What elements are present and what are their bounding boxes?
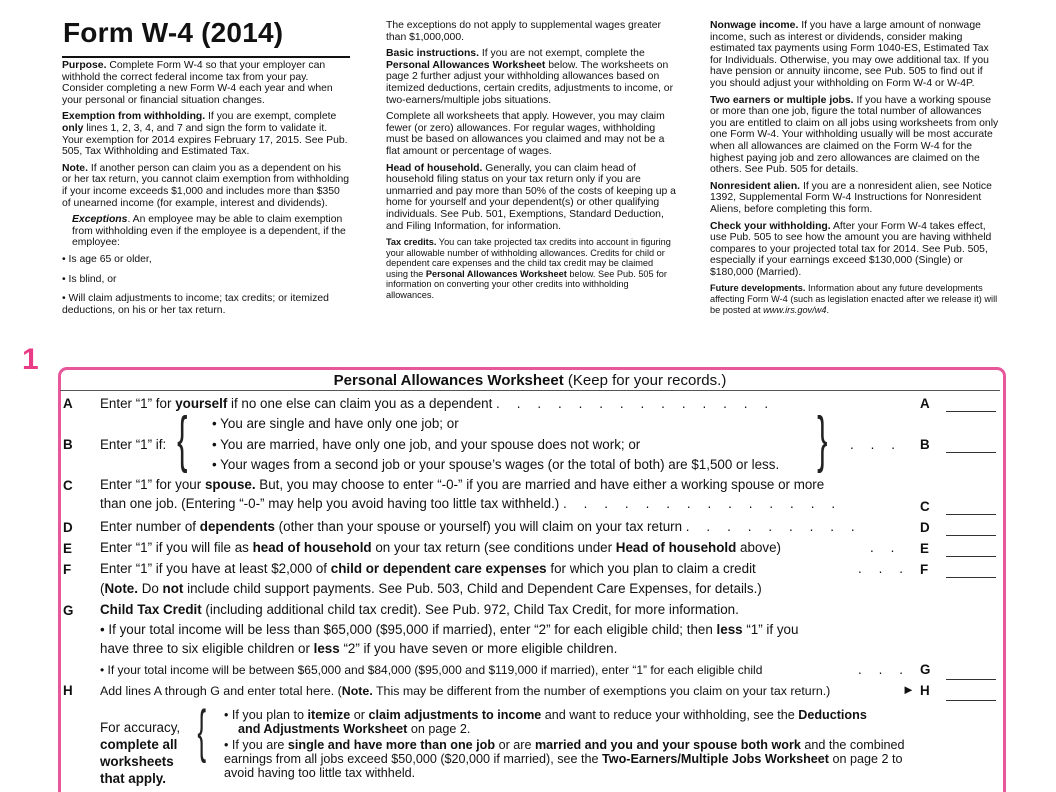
line-b-left-brace: {	[177, 405, 188, 474]
line-f-text: Enter “1” if you have at least $2,000 of child or dependent care expenses for which you plan to claim a credit	[100, 561, 756, 576]
exemption-paragraph: Exemption from withholding. If you are exempt, complete only lines 1, 2, 3, 4, and 7 and sign the form to validate it. Your exemption for 2014 expires February 17, 2015. See Pub. 505, Tax Withholding and Estimated Tax.	[62, 111, 348, 158]
instructions-column-1	[62, 60, 350, 321]
line-f-dots: . . .	[858, 561, 910, 576]
purpose-paragraph: Purpose. Complete Form W-4 so that your employer can withhold the correct federal income tax from your pay. Consider completing a new Form W-4 each year and when your personal or financial situation changes.	[62, 60, 333, 106]
line-g-text-2: • If your total income will be less than $65,000 ($95,000 if married), enter “2” for each eligible child; then less “1” if you	[100, 622, 799, 637]
line-h-text: Add lines A through G and enter total here. (Note. This may be different from the number of exemptions you claim on your tax return.)	[100, 684, 831, 698]
line-f-ref: F	[920, 562, 929, 577]
line-e-ref: E	[920, 541, 929, 556]
line-d-letter: D	[63, 520, 73, 535]
line-e-entry-field[interactable]	[946, 556, 996, 557]
future-developments-paragraph: Future developments. Information about any future developments affecting Form W-4 (such as legislation enacted after we release it) will be posted at www.irs.gov/w4.	[710, 283, 998, 315]
head-of-household-paragraph: Head of household. Generally, you can claim head of household filing status on your tax return only if you are unmarried and pay more than 50% of the costs of keeping up a home for yourself and your dependent(s) or other qualifying individuals. See Pub. 501, Exemptions, Standard Deduction, and Filing Information, for information.	[386, 162, 676, 232]
exception-bullet-adjustments: • Will claim adjustments to income; tax credits; or itemized deductions, on his or her tax return.	[62, 293, 329, 316]
line-f-letter: F	[63, 562, 72, 577]
form-title: Form W-4 (2014)	[63, 17, 284, 48]
line-g-entry-field[interactable]	[946, 679, 996, 680]
worksheets-paragraph: Complete all worksheets that apply. However, you may claim fewer (or zero) allowances. For regular wages, withholding must be based on allowances you claimed and may not be a flat amount or percentage of wages.	[386, 111, 665, 157]
line-g-dots: . . .	[858, 662, 910, 677]
line-b-ref: B	[920, 437, 930, 452]
instructions-column-2	[386, 20, 676, 306]
line-b-letter: B	[63, 437, 73, 452]
supplemental-wages-paragraph: The exceptions do not apply to supplemental wages greater than $1,000,000.	[386, 20, 661, 43]
line-h-letter: H	[63, 683, 73, 698]
note-paragraph: Note. If another person can claim you as a dependent on his or her tax return, you cannot claim exemption from withholding if your income exceeds $1,000 and includes more than $350 of unearned income (for example, interest and dividends).	[62, 162, 350, 209]
line-b-dots: . . .	[850, 437, 902, 452]
line-d-text: Enter number of dependents (other than your spouse or yourself) you will claim on your tax return . . . . . . . . .	[100, 519, 862, 534]
line-a-text: Enter “1” for yourself if no one else can claim you as a dependent . . . . . . . . . . . . . .	[100, 396, 775, 411]
line-c-letter: C	[63, 478, 73, 493]
accuracy-note: For accuracy, complete all worksheets that apply.	[100, 720, 181, 786]
exception-bullet-blind: • Is blind, or	[62, 273, 117, 285]
line-g-text: Child Tax Credit (including additional child tax credit). See Pub. 972, Child Tax Credit, for more information.	[100, 602, 739, 617]
line-c-text: Enter “1” for your spouse. But, you may choose to enter “-0-” if you are married and have either a working spouse or more	[100, 477, 825, 492]
line-f-note: (Note. Do not include child support payments. See Pub. 503, Child and Dependent Care Expenses, for details.)	[100, 581, 762, 596]
line-e-text: Enter “1” if you will file as head of household on your tax return (see conditions under Head of household above)	[100, 540, 781, 555]
line-c-ref: C	[920, 499, 930, 514]
line-g-letter: G	[63, 603, 74, 618]
line-e-letter: E	[63, 541, 72, 556]
worksheet-title: Personal Allowances Worksheet (Keep for your records.)	[333, 372, 727, 389]
line-d-ref: D	[920, 520, 930, 535]
exception-bullet-age: • Is age 65 or older,	[62, 253, 152, 265]
line-h-ref: H	[920, 683, 930, 698]
line-g-text-3: have three to six eligible children or less “2” if you have seven or more eligible children.	[100, 641, 618, 656]
line-h-entry-field[interactable]	[946, 700, 996, 701]
line-g-text-4: • If your total income will be between $65,000 and $84,000 ($95,000 and $119,000 if married), enter “1” for each eligible child	[100, 663, 763, 677]
step-number-annotation: 1	[22, 343, 39, 376]
irs-w4-link[interactable]: www.irs.gov/w4	[763, 304, 827, 315]
line-a-ref: A	[920, 396, 930, 411]
line-c-text-2: than one job. (Entering “-0-” may help you avoid having too little tax withheld.) . . . . . . . . . . . . . .	[100, 496, 842, 511]
line-b-option-2: • You are married, have only one job, and your spouse does not work; or	[212, 437, 641, 452]
title-rule	[62, 56, 350, 58]
line-b-text: Enter “1” if:	[100, 437, 167, 452]
line-a-entry-field[interactable]	[946, 411, 996, 412]
line-f-entry-field[interactable]	[946, 577, 996, 578]
line-h-arrow: ►	[902, 682, 915, 697]
line-c-entry-field[interactable]	[946, 514, 996, 515]
line-e-dots: . .	[870, 540, 901, 555]
worksheet-title-rule	[60, 390, 1000, 391]
basic-instructions-paragraph: Basic instructions. If you are not exempt, complete the Personal Allowances Worksheet below. The worksheets on page 2 further adjust your withholding allowances based on itemized deductions, certain credits, adjustments to income, or two-earners/multiple jobs situations.	[386, 48, 674, 106]
line-g-ref: G	[920, 662, 931, 677]
tax-credits-paragraph: Tax credits. You can take projected tax credits into account in figuring your allowable number of withholding allowances. Credits for child or dependent care expenses and the child tax credit may be claimed using the Personal Allowances Worksheet below. See Pub. 505 for information on converting your other credits into withholding allowances.	[386, 237, 671, 301]
line-b-entry-field[interactable]	[946, 452, 996, 453]
line-a-letter: A	[63, 396, 73, 411]
instructions-column-3	[710, 20, 1000, 320]
line-b-option-1: • You are single and have only one job; or	[212, 416, 459, 431]
nonwage-income-paragraph: Nonwage income. If you have a large amount of nonwage income, such as interest or dividends, consider making estimated tax payments using Form 1040-ES, Estimated Tax for Individuals. Otherwise, you may owe additional tax. If you have pension or annuity iincome, see Pub. 505 to find out if you should adjust your withholding on Form W-4 or W-4P.	[710, 20, 989, 89]
exceptions-paragraph: Exceptions. An employee may be able to claim exemption from withholding even if the employee is a dependent, if the employee:	[72, 214, 346, 249]
nonresident-alien-paragraph: Nonresident alien. If you are a nonresident alien, see Notice 1392, Supplemental Form W-4 Instructions for Nonresident Aliens, before completing this form.	[710, 180, 992, 215]
check-withholding-paragraph: Check your withholding. After your Form W-4 takes effect, use Pub. 505 to see how the amount you are having withheld compares to your projected total tax for 2014. See Pub. 505, especially if your earnings exceed $130,000 (Single) or $180,000 (Married).	[710, 220, 992, 278]
accuracy-brace: {	[197, 699, 207, 764]
accuracy-bullet-two-earners: • If you are single and have more than one job or are married and you and your spouse both work and the combined earnings from all jobs exceed $50,000 ($20,000 if married), see the Two-Earners/Multiple Jobs Worksheet on page 2 to avoid having too little tax withheld.	[224, 738, 905, 780]
two-earners-paragraph: Two earners or multiple jobs. If you have a working spouse or more than one job, figure the total number of allowances you are entitled to claim on all jobs using worksheets from only one Form W-4. Your withholding usually will be most accurate when all allowances are claimed on the Form W-4 for the highest paying job and zero allowances are claimed on the others. See Pub. 505 for details.	[710, 94, 999, 176]
line-d-entry-field[interactable]	[946, 535, 996, 536]
line-b-right-brace: }	[817, 405, 828, 474]
line-b-option-3: • Your wages from a second job or your spouse’s wages (or the total of both) are $1,500 or less.	[212, 457, 780, 472]
accuracy-bullet-itemize: • If you plan to itemize or claim adjustments to income and want to reduce your withholding, see the Deductions and Adjustments Worksheet on page 2.	[224, 708, 867, 736]
